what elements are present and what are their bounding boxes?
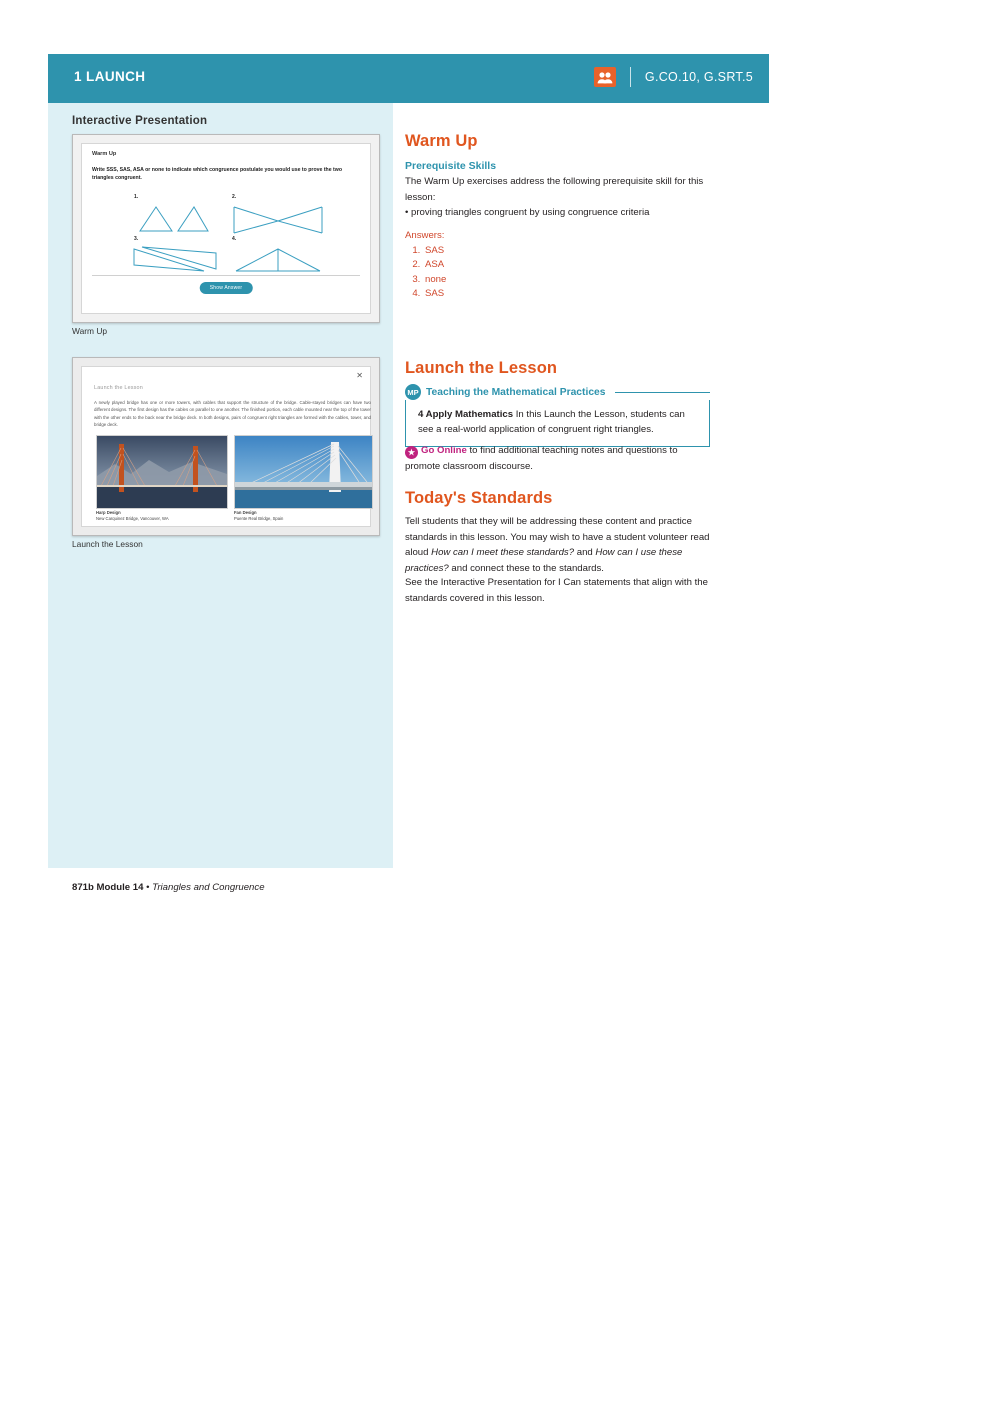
subheading-prerequisite-skills: Prerequisite Skills xyxy=(405,160,497,172)
answer-item: 4. SAS xyxy=(423,287,446,302)
photo-fan-design-bridge xyxy=(234,435,373,509)
tmp-rule xyxy=(615,392,711,393)
go-online-note xyxy=(405,443,710,475)
warm-up-slide-title: Warm Up xyxy=(92,151,117,157)
header-right-group xyxy=(594,67,753,87)
ts-p1-emphasis-2: How can I use these practices? xyxy=(405,547,683,574)
warm-up-slide-prompt: Write SSS, SAS, ASA or none to indicate which congruence postulate you would use to prove the two triangles congruent. xyxy=(92,167,342,182)
heading-launch-the-lesson: Launch the Lesson xyxy=(405,359,558,377)
warm-up-divider xyxy=(92,275,360,276)
module-title: Triangles and Congruence xyxy=(152,882,265,893)
warm-up-figure-number-2: 2. xyxy=(232,194,237,200)
warm-up-figure-number-1: 1. xyxy=(134,194,139,200)
answers-label: Answers: xyxy=(405,230,445,241)
ts-p1-part-c: and connect these to the standards. xyxy=(448,562,604,574)
go-online-icon: ★ xyxy=(405,446,418,459)
heading-warm-up: Warm Up xyxy=(405,132,478,150)
heading-todays-standards: Today's Standards xyxy=(405,489,553,507)
warm-up-figure-1 xyxy=(134,201,212,235)
warm-up-figure-4 xyxy=(232,243,326,275)
ts-p1-part-b: and xyxy=(574,547,596,559)
header-divider xyxy=(630,67,631,87)
screenshot-warm-up[interactable] xyxy=(72,134,380,323)
photo-caption-left-label: Harp Design xyxy=(96,510,121,515)
screenshot-launch-the-lesson[interactable] xyxy=(72,357,380,536)
answer-item: 2. ASA xyxy=(423,258,446,273)
interactive-presentation-heading: Interactive Presentation xyxy=(72,115,208,127)
photo-caption-right xyxy=(234,510,371,523)
warm-up-figure-number-3: 3. xyxy=(134,236,139,242)
launch-slide-body: A newly played bridge has one or more towers, with cables that support the structure of the bridge. Cable-stayed bridges can have two different designs. The first design has the cables on parallel to one another. The finished portion, each cable mounted near the top of the tower with the other ends to the back near the bridge deck. In both designs, pairs of congruent right triangles are formed with the cables, tower, and bridge deck. xyxy=(94,400,371,428)
photo-caption-left xyxy=(96,510,226,523)
tmp-practice-label: 4 Apply Mathematics xyxy=(418,409,514,420)
section-title: 1 LAUNCH xyxy=(74,69,146,84)
close-icon[interactable]: ✕ xyxy=(356,371,363,380)
tmp-title: Teaching the Mathematical Practices xyxy=(426,386,606,398)
photo-caption-right-label: Fan Design xyxy=(234,510,257,515)
warm-up-figure-3 xyxy=(128,243,224,275)
photo-harp-design-bridge xyxy=(96,435,228,509)
todays-standards-paragraph-1 xyxy=(405,514,710,576)
answer-item: 3. none xyxy=(423,273,446,288)
answer-item: 1. SAS xyxy=(423,244,446,259)
page-number: 871b xyxy=(72,882,94,893)
tmp-header-row xyxy=(405,384,710,400)
photo-caption-left-sub: New Carquinez Bridge, Vancouver, WA xyxy=(96,516,169,522)
tmp-practice-text: In this Launch the Lesson, students can see a real-world application of congruent right triangles. xyxy=(418,409,685,436)
ts-p1-part-a: Tell students that they will be addressing these content and practice standards in this lesson. You may wish to have a student volunteer read aloud xyxy=(405,516,710,559)
screenshot-warm-up-canvas xyxy=(81,143,371,314)
caption-launch-the-lesson: Launch the Lesson xyxy=(72,539,143,549)
warm-up-figure-number-4: 4. xyxy=(232,236,237,242)
warm-up-answers xyxy=(405,229,446,302)
tmp-body xyxy=(405,400,710,447)
todays-standards-paragraph-2: See the Interactive Presentation for I Can statements that align with the standards covered in this lesson. xyxy=(405,577,708,604)
page-footer xyxy=(72,882,265,893)
module-label: Module 14 xyxy=(96,882,144,893)
warm-up-figure-2 xyxy=(230,201,326,235)
mp-badge-icon: MP xyxy=(405,384,421,400)
go-online-label[interactable]: Go Online xyxy=(421,445,467,456)
standards-codes: G.CO.10, G.SRT.5 xyxy=(644,70,753,84)
caption-warm-up: Warm Up xyxy=(72,326,108,336)
people-pair-icon xyxy=(594,67,616,87)
show-answer-button[interactable]: Show Answer xyxy=(200,282,253,294)
warm-up-bullet: • proving triangles congruent by using congruence criteria xyxy=(405,207,650,218)
warm-up-intro-text: The Warm Up exercises address the following prerequisite skill for this lesson: xyxy=(405,176,704,203)
launch-slide-title: Launch the Lesson xyxy=(94,385,143,391)
photo-caption-right-sub: Puente Real Bridge, Spain xyxy=(234,516,284,522)
go-online-text: to find additional teaching notes and questions to promote classroom discourse. xyxy=(405,445,678,472)
footer-dot: • xyxy=(146,882,150,893)
teaching-mathematical-practices-callout xyxy=(405,384,710,447)
screenshot-launch-canvas xyxy=(81,366,371,527)
section-header-band xyxy=(48,54,769,103)
ts-p1-emphasis-1: How can I meet these standards? xyxy=(431,547,575,559)
